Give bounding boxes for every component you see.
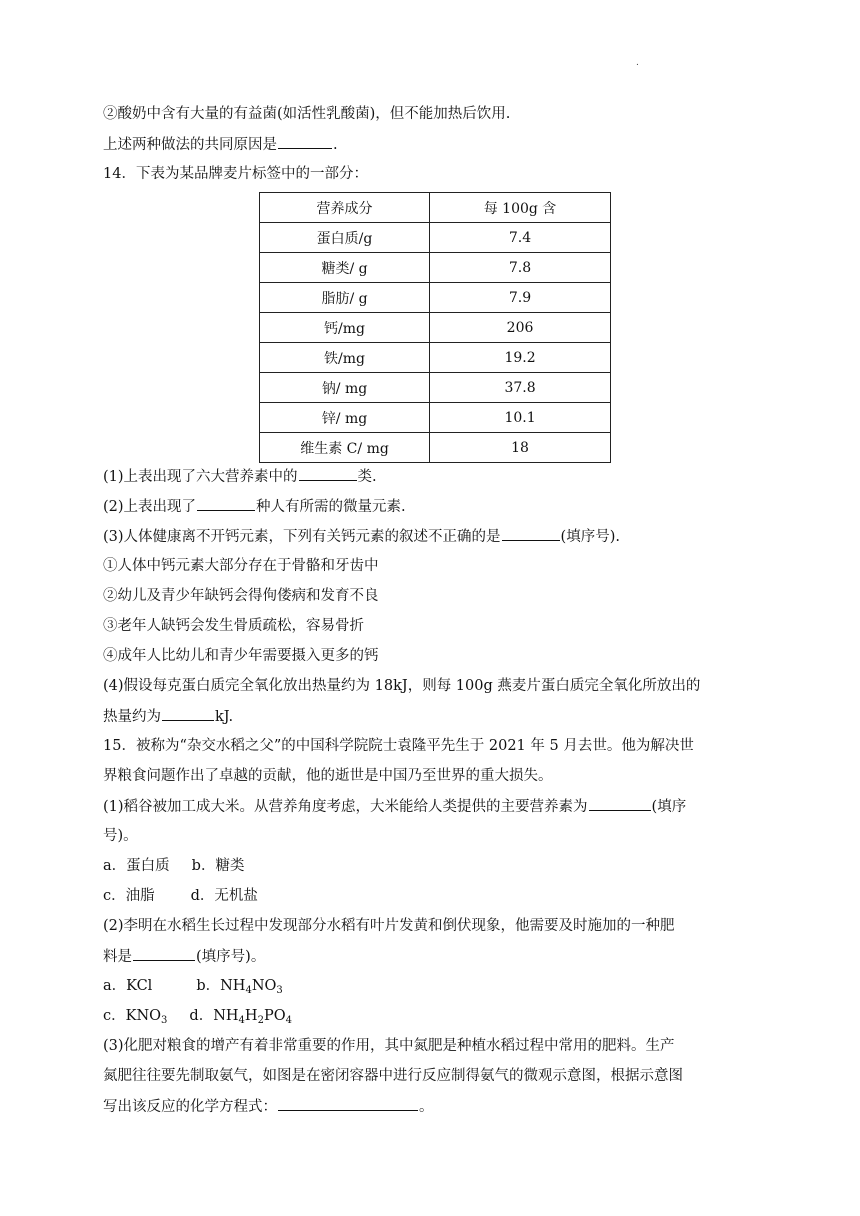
table-cell: 钠/ mg	[260, 373, 430, 403]
text-line: 氮肥往往要先制取氨气，如图是在密闭容器中进行反应制得氨气的微观示意图，根据示意图	[103, 1068, 683, 1084]
table-row	[260, 343, 611, 373]
text-line: 料是 (填序号)。	[103, 946, 265, 967]
option-line: ③老年人缺钙会发生骨质疏松，容易骨折	[103, 618, 364, 634]
table-cell: 7.8	[430, 253, 611, 283]
table-cell: 206	[430, 313, 611, 343]
text-line: (3)人体健康离不开钙元素，下列有关钙元素的叙述不正确的是 (填序号).	[103, 526, 620, 547]
text-line: 写出该反应的化学方程式： 。	[103, 1096, 434, 1117]
table-cell: 7.9	[430, 283, 611, 313]
table-cell: 维生素 C/ mg	[260, 433, 430, 463]
option-line: ①人体中钙元素大部分存在于骨骼和牙齿中	[103, 558, 379, 574]
text-line: (1)上表出现了六大营养素中的 类.	[103, 466, 377, 487]
answer-blank[interactable]	[502, 526, 560, 541]
question-15-title: 15．被称为“杂交水稻之父”的中国科学院院士袁隆平先生于 2021 年 5 月去世。他为解决世	[103, 738, 694, 754]
table-cell: 19.2	[430, 343, 611, 373]
table-row	[260, 373, 611, 403]
answer-blank[interactable]	[299, 466, 357, 481]
text-line: 热量约为 kJ.	[103, 706, 233, 727]
text-line: 界粮食问题作出了卓越的贡献，他的逝世是中国乃至世界的重大损失。	[103, 768, 553, 784]
table-cell: 37.8	[430, 373, 611, 403]
table-row	[260, 313, 611, 343]
answer-blank[interactable]	[162, 706, 214, 721]
text-line: (3)化肥对粮食的增产有着非常重要的作用，其中氮肥是种植水稻过程中常用的肥料。生产	[103, 1038, 675, 1054]
page-marker: .	[636, 58, 639, 68]
table-row	[260, 433, 611, 463]
table-cell: 10.1	[430, 403, 611, 433]
table-cell: 18	[430, 433, 611, 463]
answer-blank[interactable]	[133, 946, 195, 961]
answer-blank[interactable]	[197, 496, 255, 511]
answer-blank[interactable]	[278, 1096, 418, 1111]
table-cell: 锌/ mg	[260, 403, 430, 433]
table-cell: 蛋白质/g	[260, 223, 430, 253]
table-cell: 铁/mg	[260, 343, 430, 373]
text-line: 上述两种做法的共同原因是 .	[103, 134, 338, 155]
table-header-row	[260, 193, 611, 223]
table-cell: 钙/mg	[260, 313, 430, 343]
table-header-cell: 营养成分	[260, 193, 430, 223]
table-cell: 糖类/ g	[260, 253, 430, 283]
text-line: (4)假设每克蛋白质完全氧化放出热量约为 18kJ，则每 100g 燕麦片蛋白质完全氧化所放出的	[103, 678, 701, 694]
option-line: a．蛋白质 b．糖类	[103, 858, 245, 874]
table-row	[260, 223, 611, 253]
option-line: ②幼儿及青少年缺钙会得佝偻病和发育不良	[103, 588, 379, 604]
table-cell: 7.4	[430, 223, 611, 253]
table-row	[260, 283, 611, 313]
option-line: ④成年人比幼儿和青少年需要摄入更多的钙	[103, 648, 379, 664]
option-line: c．$KNO_3$ d．$NH_4H_2PO_4$	[103, 1008, 292, 1026]
text-line: 号)。	[103, 828, 138, 844]
nutrition-table	[259, 192, 611, 463]
table-header-cell: 每 100g 含	[430, 193, 611, 223]
question-14-title: 14．下表为某品牌麦片标签中的一部分：	[103, 166, 368, 182]
table-row	[260, 253, 611, 283]
text-line: (1)稻谷被加工成大米。从营养角度考虑，大米能给人类提供的主要营养素为 (填序	[103, 796, 686, 817]
text-line: (2)李明在水稻生长过程中发现部分水稻有叶片发黄和倒伏现象，他需要及时施加的一种肥	[103, 918, 675, 934]
option-line: a．KCl b．$NH_4NO_3$	[103, 978, 283, 996]
text-line: (2)上表出现了 种人有所需的微量元素.	[103, 496, 406, 517]
text-line: ②酸奶中含有大量的有益菌(如活性乳酸菌)，但不能加热后饮用.	[103, 106, 511, 122]
table-cell: 脂肪/ g	[260, 283, 430, 313]
answer-blank[interactable]	[278, 134, 332, 149]
option-line: c．油脂 d．无机盐	[103, 888, 258, 904]
table-row	[260, 403, 611, 433]
answer-blank[interactable]	[589, 796, 651, 811]
